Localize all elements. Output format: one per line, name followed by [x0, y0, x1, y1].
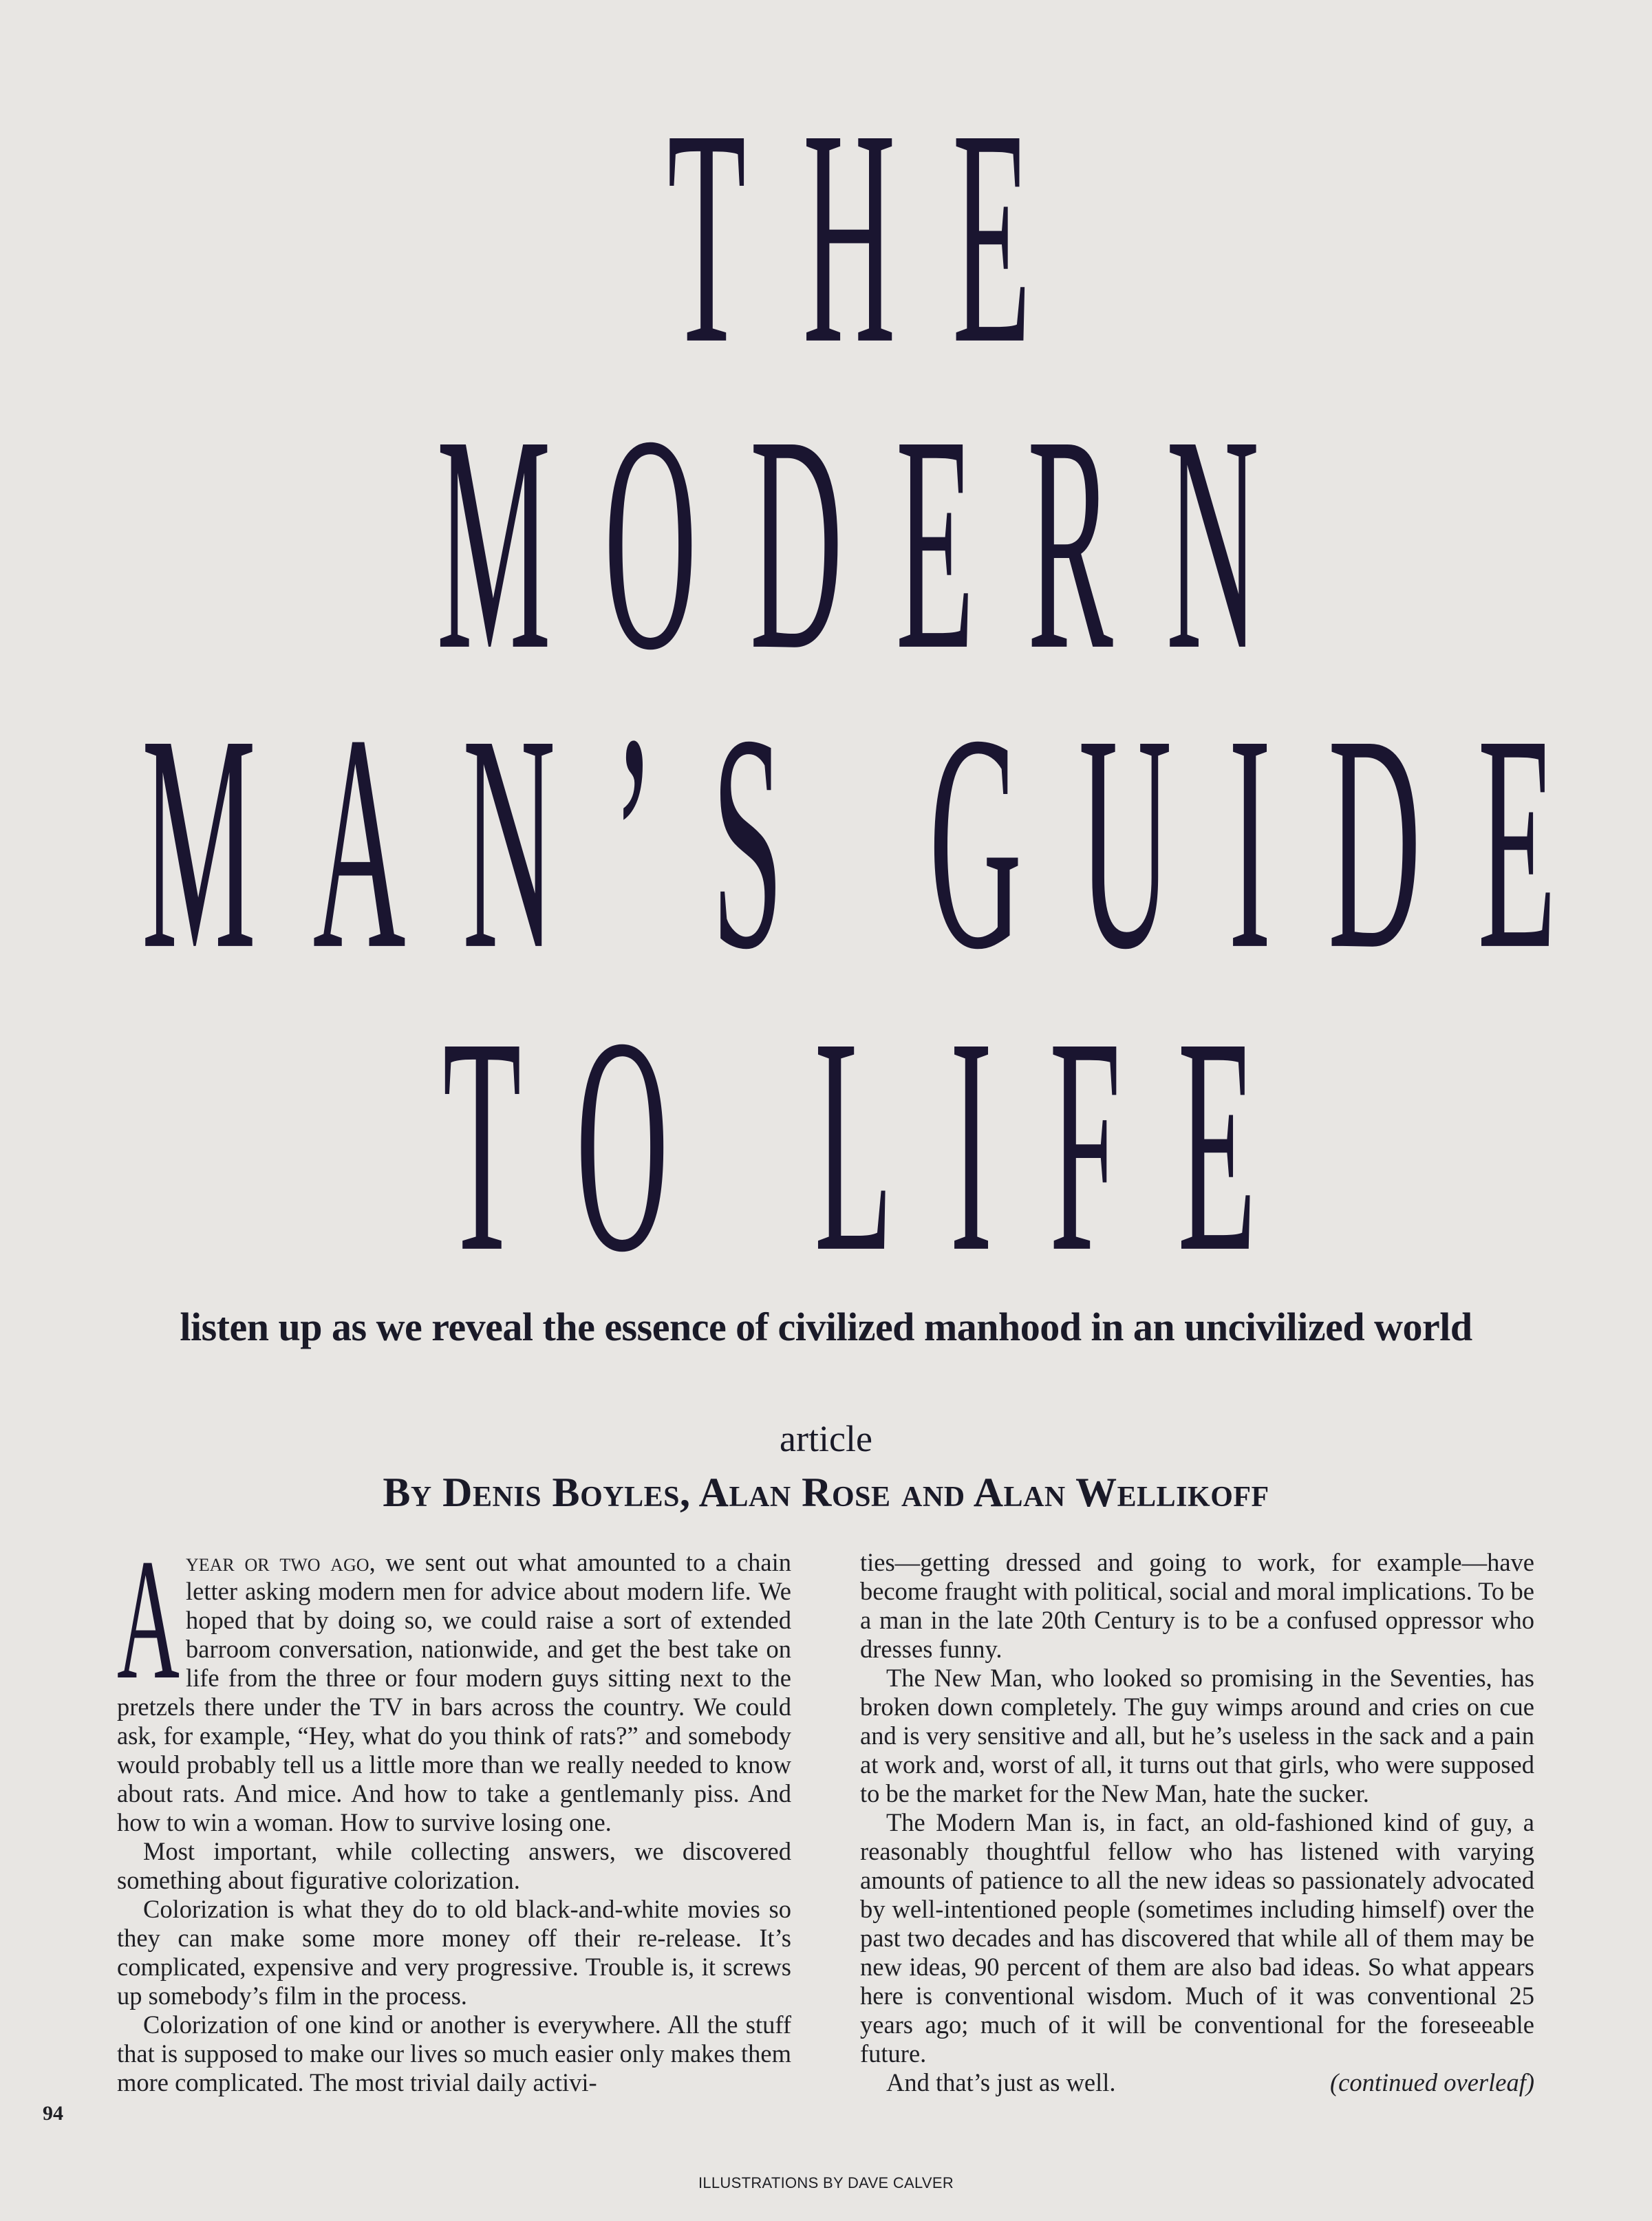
headline-text-the: THE [667, 65, 1088, 408]
continued-overleaf: (continued overleaf) [1330, 2068, 1534, 2096]
body-column-left [117, 1523, 792, 2097]
closing-sentence: And that’s just as well. [886, 2068, 1116, 2096]
body-paragraph-5: ties—getting dressed and going to work, for example—have become fraught with political, social and moral implications. To be a man in the late 20th Century is to be a confused oppressor who dresses funny. [860, 1548, 1534, 1663]
headline-text-to-life: TO LIFE [442, 973, 1313, 1316]
byline: By Denis Boyles, Alan Rose and Alan Wellikoff [383, 1470, 1269, 1515]
page-number: 94 [43, 2102, 63, 2125]
headline-text-mans-guide: MAN’S GUIDE [142, 670, 1613, 1013]
body-paragraph-6: The New Man, who looked so promising in the Seventies, has broken down completely. The guy wimps around and cries on cue and is very sensitive and all, but he’s useless in the sack and a pain at work and, worst of all, it turns out that girls, who were supposed to be the market for the New Man, hate the sucker. [860, 1664, 1534, 1807]
headline-line-2 [0, 371, 1652, 714]
headline-line-4 [0, 973, 1652, 1316]
headline-text-modern: MODERN [436, 371, 1312, 714]
body-paragraph-2: Most important, while collecting answers, we discovered something about figurative colorization. [117, 1837, 791, 1894]
illustration-credit: ILLUSTRATIONS BY DAVE CALVER [698, 2174, 954, 2191]
body-paragraph-3: Colorization is what they do to old black-and-white movies so they can make some more money off their re-release. It’s complicated, expensive and very progressive. Trouble is, it screws up somebody’s film in the process. [117, 1895, 791, 2010]
drop-cap: A [117, 1523, 180, 1716]
body-paragraph-7: The Modern Man is, in fact, an old-fashioned kind of guy, a reasonably thoughtful fellow who has listened with varying amounts of patience to all the new ideas so passionately advocated by well-intentioned people (sometimes including himself) over the past two decades and has discovered that while all of them may be new ideas, 90 percent of them are also bad ideas. So what appears here is conventional wisdom. Much of it was conventional 25 years ago; much of it will be conventional for the foreseeable future. [860, 1808, 1534, 2068]
section-rubric: article [780, 1418, 872, 1459]
body-paragraph-8 [860, 2068, 1534, 2097]
body-paragraph-4: Colorization of one kind or another is everywhere. All the stuff that is supposed to make our lives so much easier only makes them more complicated. The most trivial daily activi- [117, 2010, 791, 2096]
headline-line-3 [0, 670, 1652, 1013]
headline-line-1 [0, 65, 1652, 408]
body-column-right [860, 1548, 1534, 2097]
lead-in-caps: year or two ago, [186, 1548, 376, 1576]
deck-subtitle: listen up as we reveal the essence of civilized manhood in an uncivilized world [180, 1305, 1472, 1349]
paragraph-1-text: we sent out what amounted to a chain letter asking modern men for advice about modern life. We hoped that by doing so, we could raise a sort of extended barroom conversation, nationwide, and get the best take on life from the three or four modern guys sitting next to the pretzels there under the TV in bars across the country. We could ask, for example, “Hey, what do you think of rats?” and somebody would probably tell us a little more than we really needed to know about rats. And mice. And how to take a gentlemanly piss. And how to win a woman. How to survive losing one. [117, 1548, 792, 1836]
body-paragraph-1 [117, 1523, 792, 1837]
